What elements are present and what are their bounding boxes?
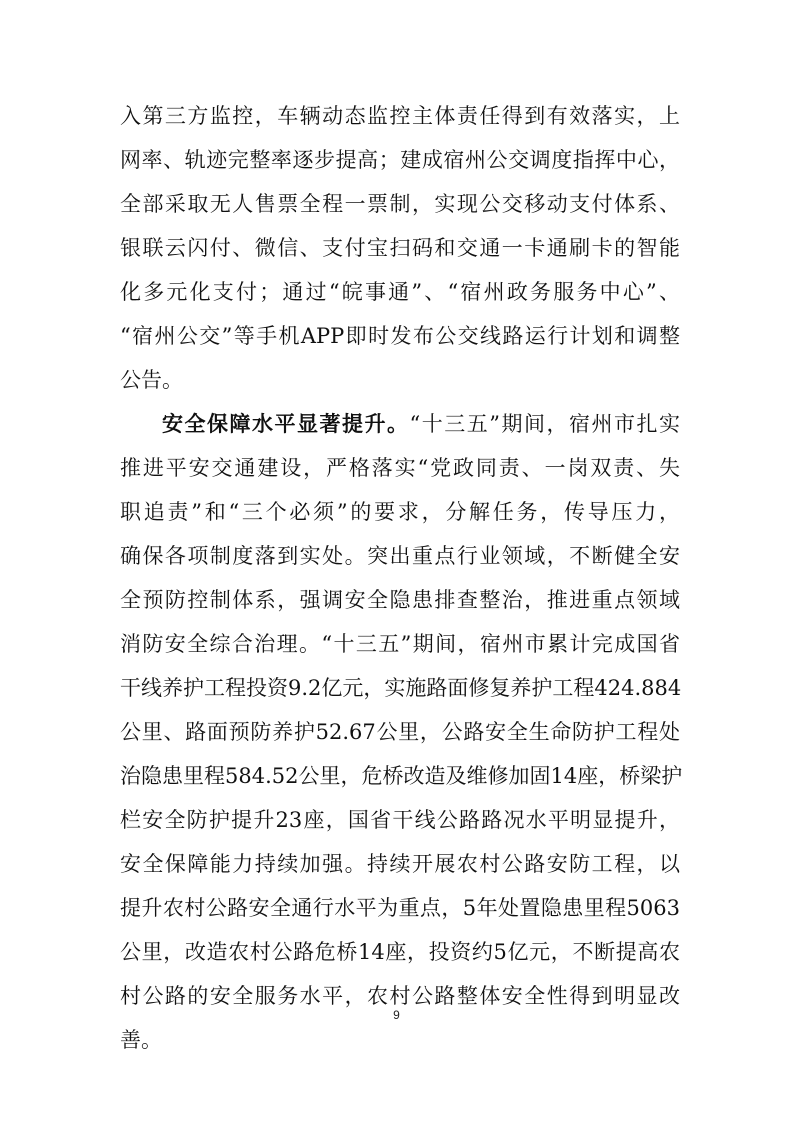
paragraph-1-line-6: “宿州公交”等手机APP即时发布公交线路运行计划和调整 xyxy=(120,324,680,348)
paragraph-2-line-1 xyxy=(162,411,680,437)
paragraph-1-line-4: 银联云闪付、微信、支付宝扫码和交通一卡通刷卡的智能 xyxy=(120,236,680,260)
paragraph-2-line-1-text: “十三五”期间，宿州市扎实 xyxy=(409,412,680,436)
paragraph-2-line-12: 提升农村公路安全通行水平为重点，5年处置隐患里程5063 xyxy=(120,896,680,920)
paragraph-2-line-5: 全预防控制体系，强调安全隐患排查整治，推进重点领域 xyxy=(120,588,680,612)
paragraph-2-line-4: 确保各项制度落到实处。突出重点行业领域，不断健全安 xyxy=(120,544,680,568)
paragraph-1-line-5: 化多元化支付；通过“皖事通”、“宿州政务服务中心”、 xyxy=(120,280,680,304)
paragraph-2-line-6: 消防安全综合治理。“十三五”期间，宿州市累计完成国省 xyxy=(120,632,680,656)
paragraph-2-line-8: 公里、路面预防养护52.67公里，公路安全生命防护工程处 xyxy=(120,720,680,744)
paragraph-1-line-1: 入第三方监控，车辆动态监控主体责任得到有效落实，上 xyxy=(120,104,680,128)
section-heading: 安全保障水平显著提升。 xyxy=(162,412,410,436)
paragraph-2-line-10: 栏安全防护提升23座，国省干线公路路况水平明显提升， xyxy=(120,808,680,832)
paragraph-2-line-3: 职追责”和“三个必须”的要求，分解任务，传导压力， xyxy=(120,500,680,524)
paragraph-1-line-3: 全部采取无人售票全程一票制，实现公交移动支付体系、 xyxy=(120,192,680,216)
paragraph-2-line-15: 善。 xyxy=(120,1028,162,1052)
paragraph-2-line-14: 村公路的安全服务水平，农村公路整体安全性得到明显改 xyxy=(120,984,680,1008)
paragraph-1-line-7: 公告。 xyxy=(120,368,183,392)
paragraph-2-line-11: 安全保障能力持续加强。持续开展农村公路安防工程，以 xyxy=(120,852,680,876)
paragraph-1-line-2: 网率、轨迹完整率逐步提高；建成宿州公交调度指挥中心， xyxy=(120,148,680,172)
paragraph-2-line-7: 干线养护工程投资9.2亿元，实施路面修复养护工程424.884 xyxy=(120,676,682,700)
page-number: 9 xyxy=(393,1008,400,1022)
paragraph-2-line-9: 治隐患里程584.52公里，危桥改造及维修加固14座，桥梁护 xyxy=(120,764,683,788)
paragraph-2-line-13: 公里，改造农村公路危桥14座，投资约5亿元，不断提高农 xyxy=(120,940,680,964)
paragraph-2-line-2: 推进平安交通建设，严格落实“党政同责、一岗双责、失 xyxy=(120,456,680,480)
